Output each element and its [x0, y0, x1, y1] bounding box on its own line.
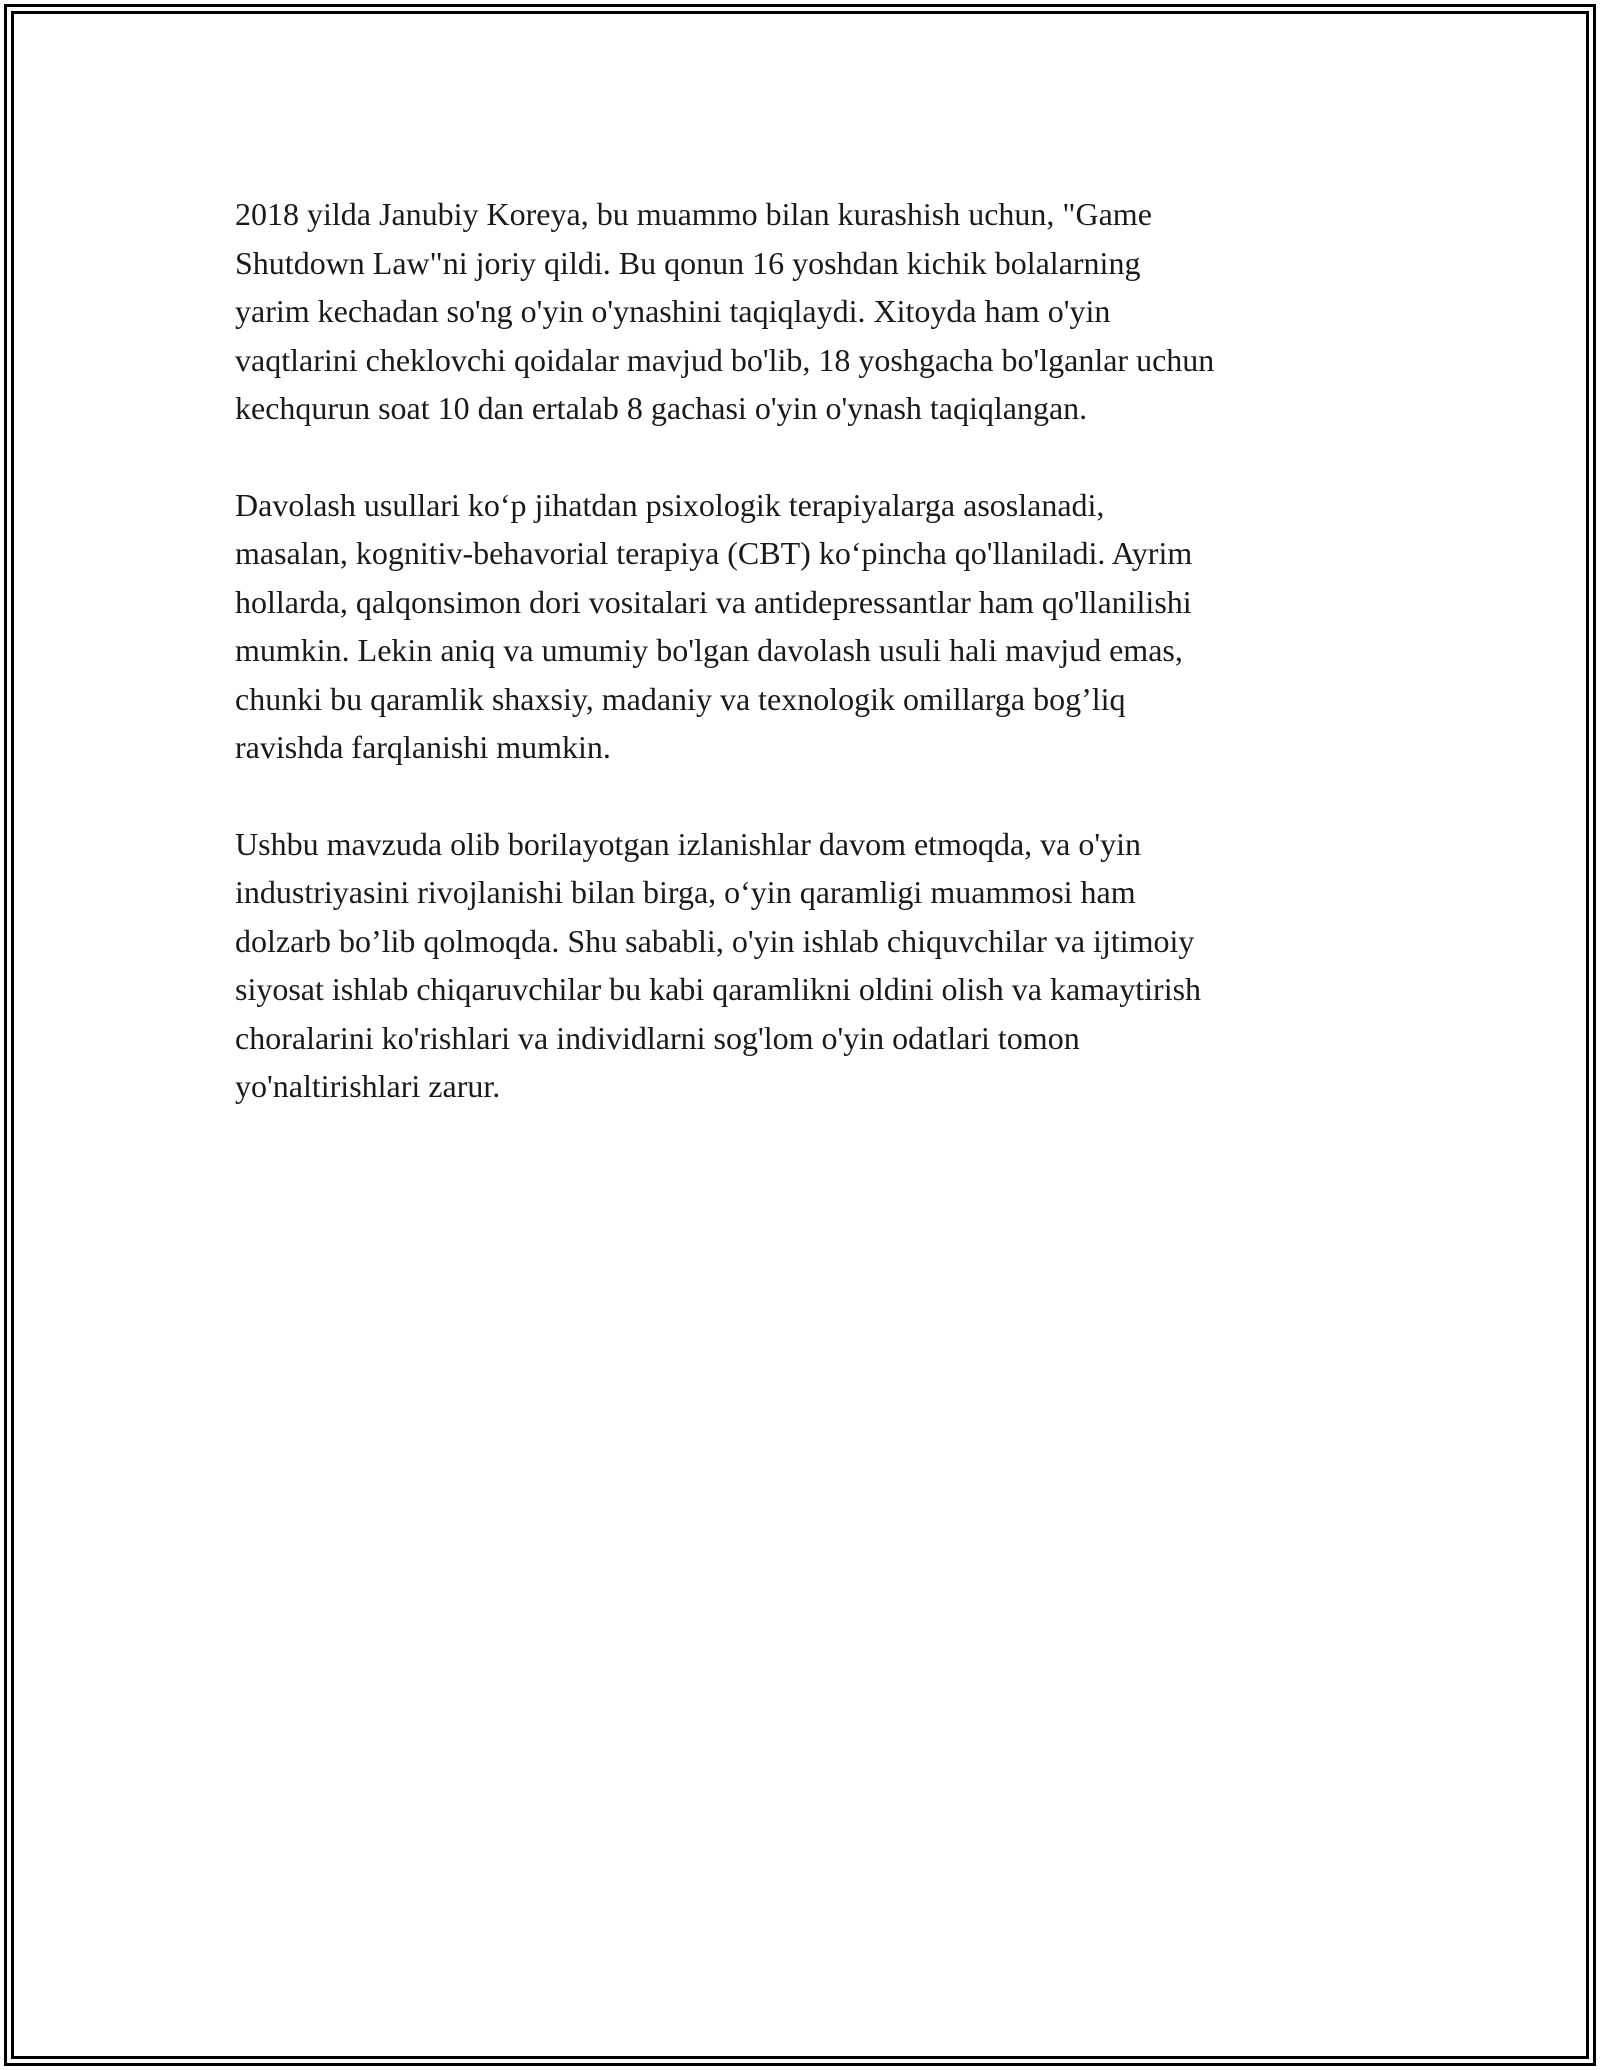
text-line: chunki bu qaramlik shaxsiy, madaniy va texnologik omillarga bog’liq — [235, 680, 1126, 717]
text-line: Davolash usullari ko‘p jihatdan psixologik terapiyalarga asoslanadi, — [235, 486, 1105, 523]
text-line: choralarini ko'rishlari va individlarni sog'lom o'yin odatlari tomon — [235, 1019, 1080, 1056]
paragraph-game-shutdown-law — [235, 190, 1365, 433]
text-line: siyosat ishlab chiqaruvchilar bu kabi qaramlikni oldini olish va kamaytirish — [235, 971, 1202, 1007]
text-line: Shutdown Law"ni joriy qildi. Bu qonun 16 yoshdan kichik bolalarning — [235, 244, 1141, 281]
text-line: ravishda farqlanishi mumkin. — [235, 729, 611, 765]
text-line: yo'naltirishlari zarur. — [235, 1068, 501, 1104]
text-line: dolzarb bo’lib qolmoqda. Shu sababli, o'yin ishlab chiquvchilar va ijtimoiy — [235, 922, 1195, 959]
text-line: Ushbu mavzuda olib borilayotgan izlanishlar davom etmoqda, va o'yin — [235, 825, 1141, 862]
text-line: yarim kechadan so'ng o'yin o'ynashini taqiqlaydi. Xitoyda ham o'yin — [235, 293, 1111, 329]
paragraph-treatment-methods — [235, 481, 1365, 772]
text-line: 2018 yilda Janubiy Koreya, bu muammo bilan kurashish uchun, "Game — [235, 196, 1152, 232]
text-line: industriyasini rivojlanishi bilan birga, o‘yin qaramligi muammosi ham — [235, 874, 1136, 910]
paragraph-ongoing-research — [235, 820, 1365, 1111]
text-line: hollarda, qalqonsimon dori vositalari va antidepressantlar ham qo'llanilishi — [235, 583, 1192, 620]
text-line: masalan, kognitiv-behavorial terapiya (CBT) ko‘pincha qo'llaniladi. Ayrim — [235, 535, 1193, 571]
text-line: kechqurun soat 10 dan ertalab 8 gachasi o'yin o'ynash taqiqlangan. — [235, 390, 1088, 426]
document-body — [235, 190, 1365, 1159]
text-line: mumkin. Lekin aniq va umumiy bo'lgan davolash usuli hali mavjud emas, — [235, 632, 1183, 668]
text-line: vaqtlarini cheklovchi qoidalar mavjud bo'lib, 18 yoshgacha bo'lganlar uchun — [235, 341, 1215, 378]
